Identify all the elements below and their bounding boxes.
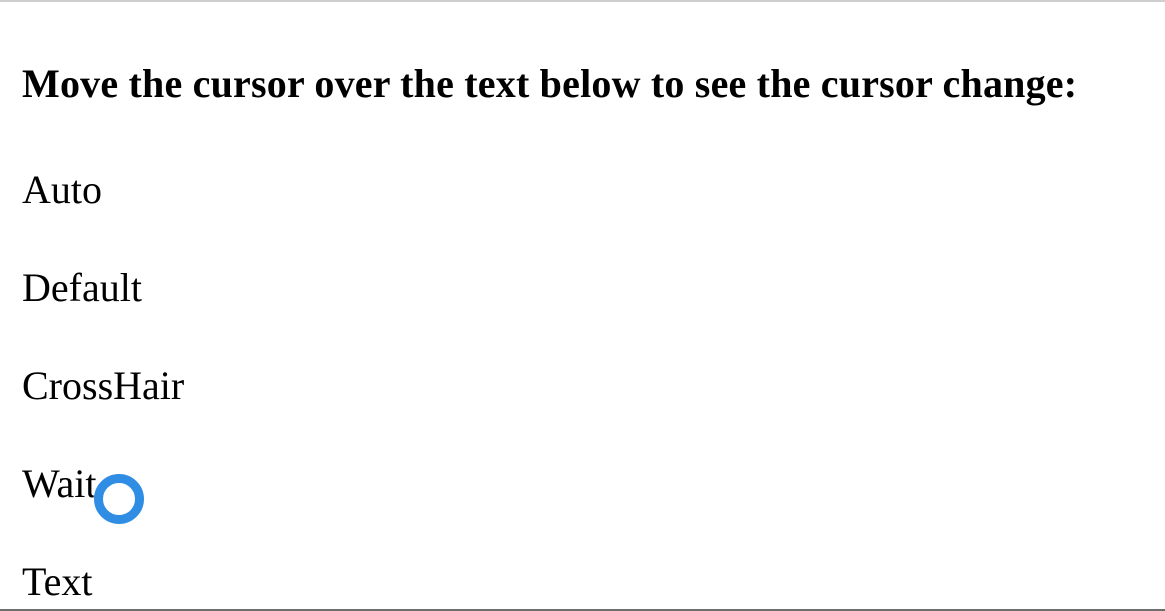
busy-spinner-icon (94, 474, 144, 524)
cursor-auto-text[interactable]: Auto (22, 167, 102, 212)
cursor-text-text[interactable]: Text (22, 559, 93, 604)
page-heading: Move the cursor over the text below to see the cursor change: (22, 61, 1078, 106)
cursor-wait-text[interactable]: Wait (22, 461, 97, 506)
cursor-crosshair-text[interactable]: CrossHair (22, 363, 185, 408)
page-top-border (0, 0, 1165, 2)
cursor-default-text[interactable]: Default (22, 265, 142, 310)
